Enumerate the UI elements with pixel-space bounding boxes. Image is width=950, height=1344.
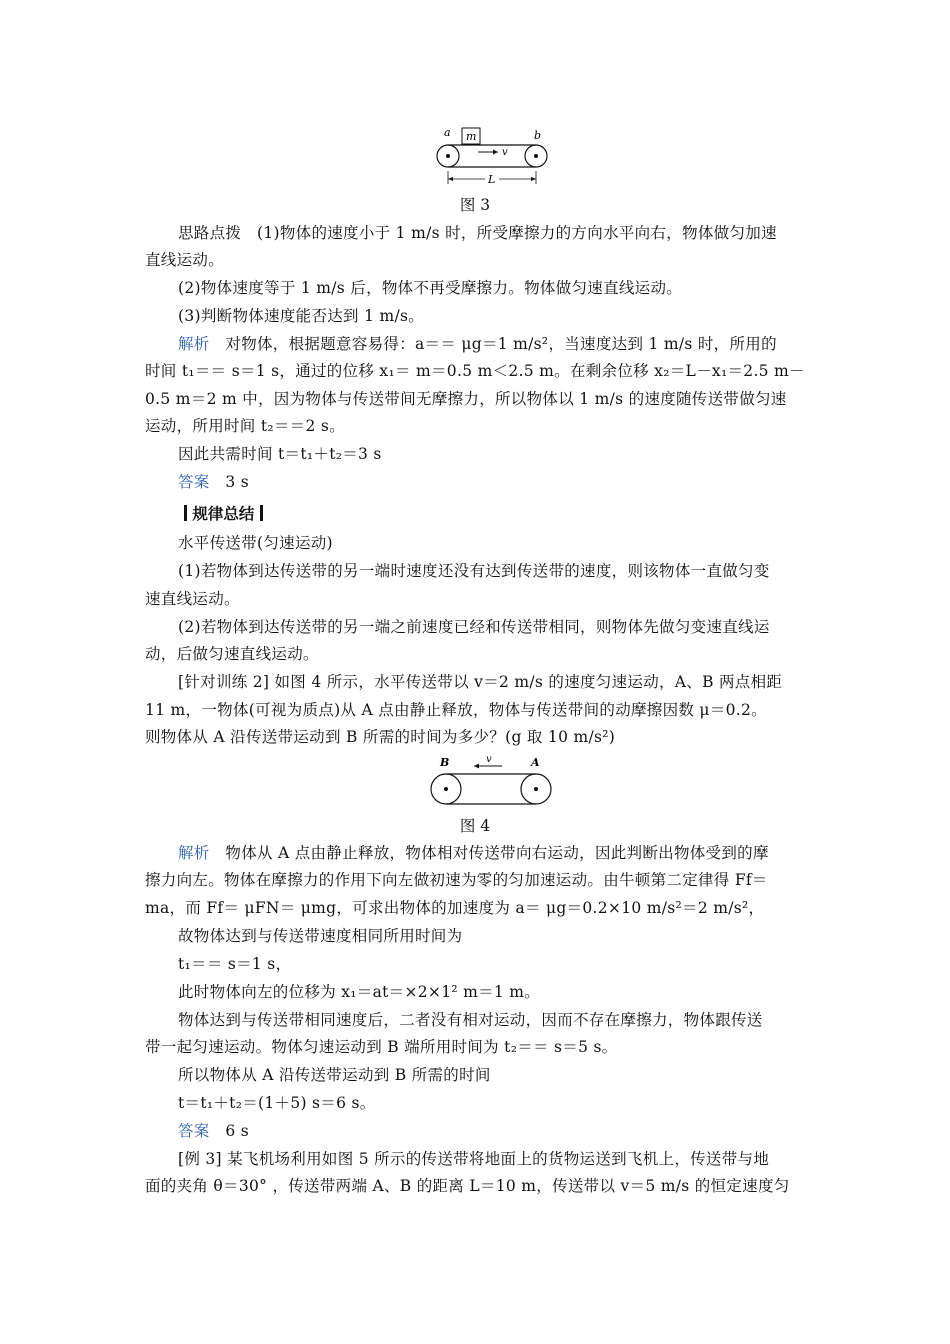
analysis2-line-6: 此时物体向左的位移为 x₁＝at＝×2×1² m＝1 m。 [178,983,541,1001]
analysis1-text-1: 对物体，根据题意容易得：a＝＝ μg＝1 m/s²，当速度达到 1 m/s 时，所用的 [209,335,777,353]
fig3-label-b: b [534,129,542,142]
figure-3-conveyor [430,124,560,188]
figure-4-caption: 图 4 [459,817,491,835]
fig4-label-A: A [531,756,540,769]
hint-line-4: (3)判断物体速度能否达到 1 m/s。 [178,307,425,325]
summary-line-1: 水平传送带(匀速运动) [178,534,333,552]
summary-line-3: 速直线运动。 [145,590,240,608]
fig4-label-v: v [486,754,492,765]
analysis2-line-9: 所以物体从 A 沿传送带运动到 B 所需的时间 [178,1066,491,1084]
answer-label-2: 答案 [178,1122,210,1140]
analysis-label: 解析 [178,335,210,353]
summary-line-5: 动，后做匀速直线运动。 [145,645,319,663]
hint-line-2: 直线运动。 [145,251,225,269]
answer-label: 答案 [178,473,210,491]
example3-line-2: 面的夹角 θ＝30° ，传送带两端 A、B 的距离 L＝10 m，传送带以 v＝5 m/s 的恒定速度匀 [145,1177,790,1195]
analysis-label-2: 解析 [178,844,210,862]
fig3-label-a: a [444,126,451,139]
summary-title: 规律总结 [192,505,255,523]
summary-line-4: (2)若物体到达传送带的另一端之前速度已经和传送带相同，则物体先做匀变速直线运 [178,618,770,636]
answer2-line [178,1118,848,1144]
figure-3-caption: 图 3 [459,196,491,214]
fig4-label-B: B [440,756,450,769]
fig3-label-m: m [466,130,477,143]
analysis1-line-2: 时间 t₁＝＝ s＝1 s，通过的位移 x₁＝ m＝0.5 m＜2.5 m。在剩余位移 x₂＝L－x₁＝2.5 m－ [145,362,805,380]
analysis1-line-5: 因此共需时间 t＝t₁＋t₂＝3 s [178,445,382,463]
hint-line-1: 思路点拨 (1)物体的速度小于 1 m/s 时，所受摩擦力的方向水平向右，物体做匀加速 [178,224,777,242]
exercise2-line-3: 则物体从 A 沿传送带运动到 B 所需的时间为多少？(g 取 10 m/s²) [145,728,616,746]
exercise2-line-2: 11 m，一物体(可视为质点)从 A 点由静止释放，物体与传送带间的动摩擦因数 μ＝0.2。 [145,701,767,719]
analysis2-text-1: 物体从 A 点由静止释放，物体相对传送带向右运动，因此判断出物体受到的摩 [209,844,769,862]
answer1-line [178,469,848,495]
summary-title-box [178,503,269,525]
analysis2-line-5: t₁＝＝ s＝1 s， [178,955,292,973]
analysis2-line-1 [178,840,848,866]
analysis1-line-4: 运动，所用时间 t₂＝＝2 s。 [145,417,345,435]
figure-4-conveyor [426,752,560,808]
fig3-label-L: L [488,173,496,186]
answer1-value: 3 s [209,473,250,491]
summary-line-2: (1)若物体到达传送带的另一端时速度还没有达到传送带的速度，则该物体一直做匀变 [178,562,770,580]
analysis2-line-7: 物体达到与传送带相同速度后，二者没有相对运动，因而不存在摩擦力，物体跟传送 [178,1011,763,1029]
hint-line-3: (2)物体速度等于 1 m/s 后，物体不再受摩擦力。物体做匀速直线运动。 [178,279,683,297]
analysis2-line-4: 故物体达到与传送带速度相同所用时间为 [178,927,463,945]
analysis2-line-3: ma，而 Ff＝ μFN＝ μmg，可求出物体的加速度为 a＝ μg＝0.2×10 m/s²＝2 m/s²， [145,899,765,917]
analysis1-line-1 [178,331,848,357]
analysis2-line-2: 擦力向左。物体在摩擦力的作用下向左做初速为零的匀加速运动。由牛顿第二定律得 Ff＝ [145,871,768,889]
analysis1-line-3: 0.5 m＝2 m 中，因为物体与传送带间无摩擦力，所以物体以 1 m/s 的速度随传送带做匀速 [145,390,787,408]
exercise2-line-1: [针对训练 2] 如图 4 所示，水平传送带以 v＝2 m/s 的速度匀速运动，A、B 两点相距 [178,673,783,691]
answer2-value: 6 s [209,1122,250,1140]
analysis2-line-8: 带一起匀速运动。物体匀速运动到 B 端所用时间为 t₂＝＝ s＝5 s。 [145,1038,618,1056]
example3-line-1: [例 3] 某飞机场利用如图 5 所示的传送带将地面上的货物运送到飞机上，传送带与地 [178,1150,770,1168]
fig3-label-v: v [502,147,508,158]
analysis2-line-10: t＝t₁＋t₂＝(1＋5) s＝6 s。 [178,1094,376,1112]
